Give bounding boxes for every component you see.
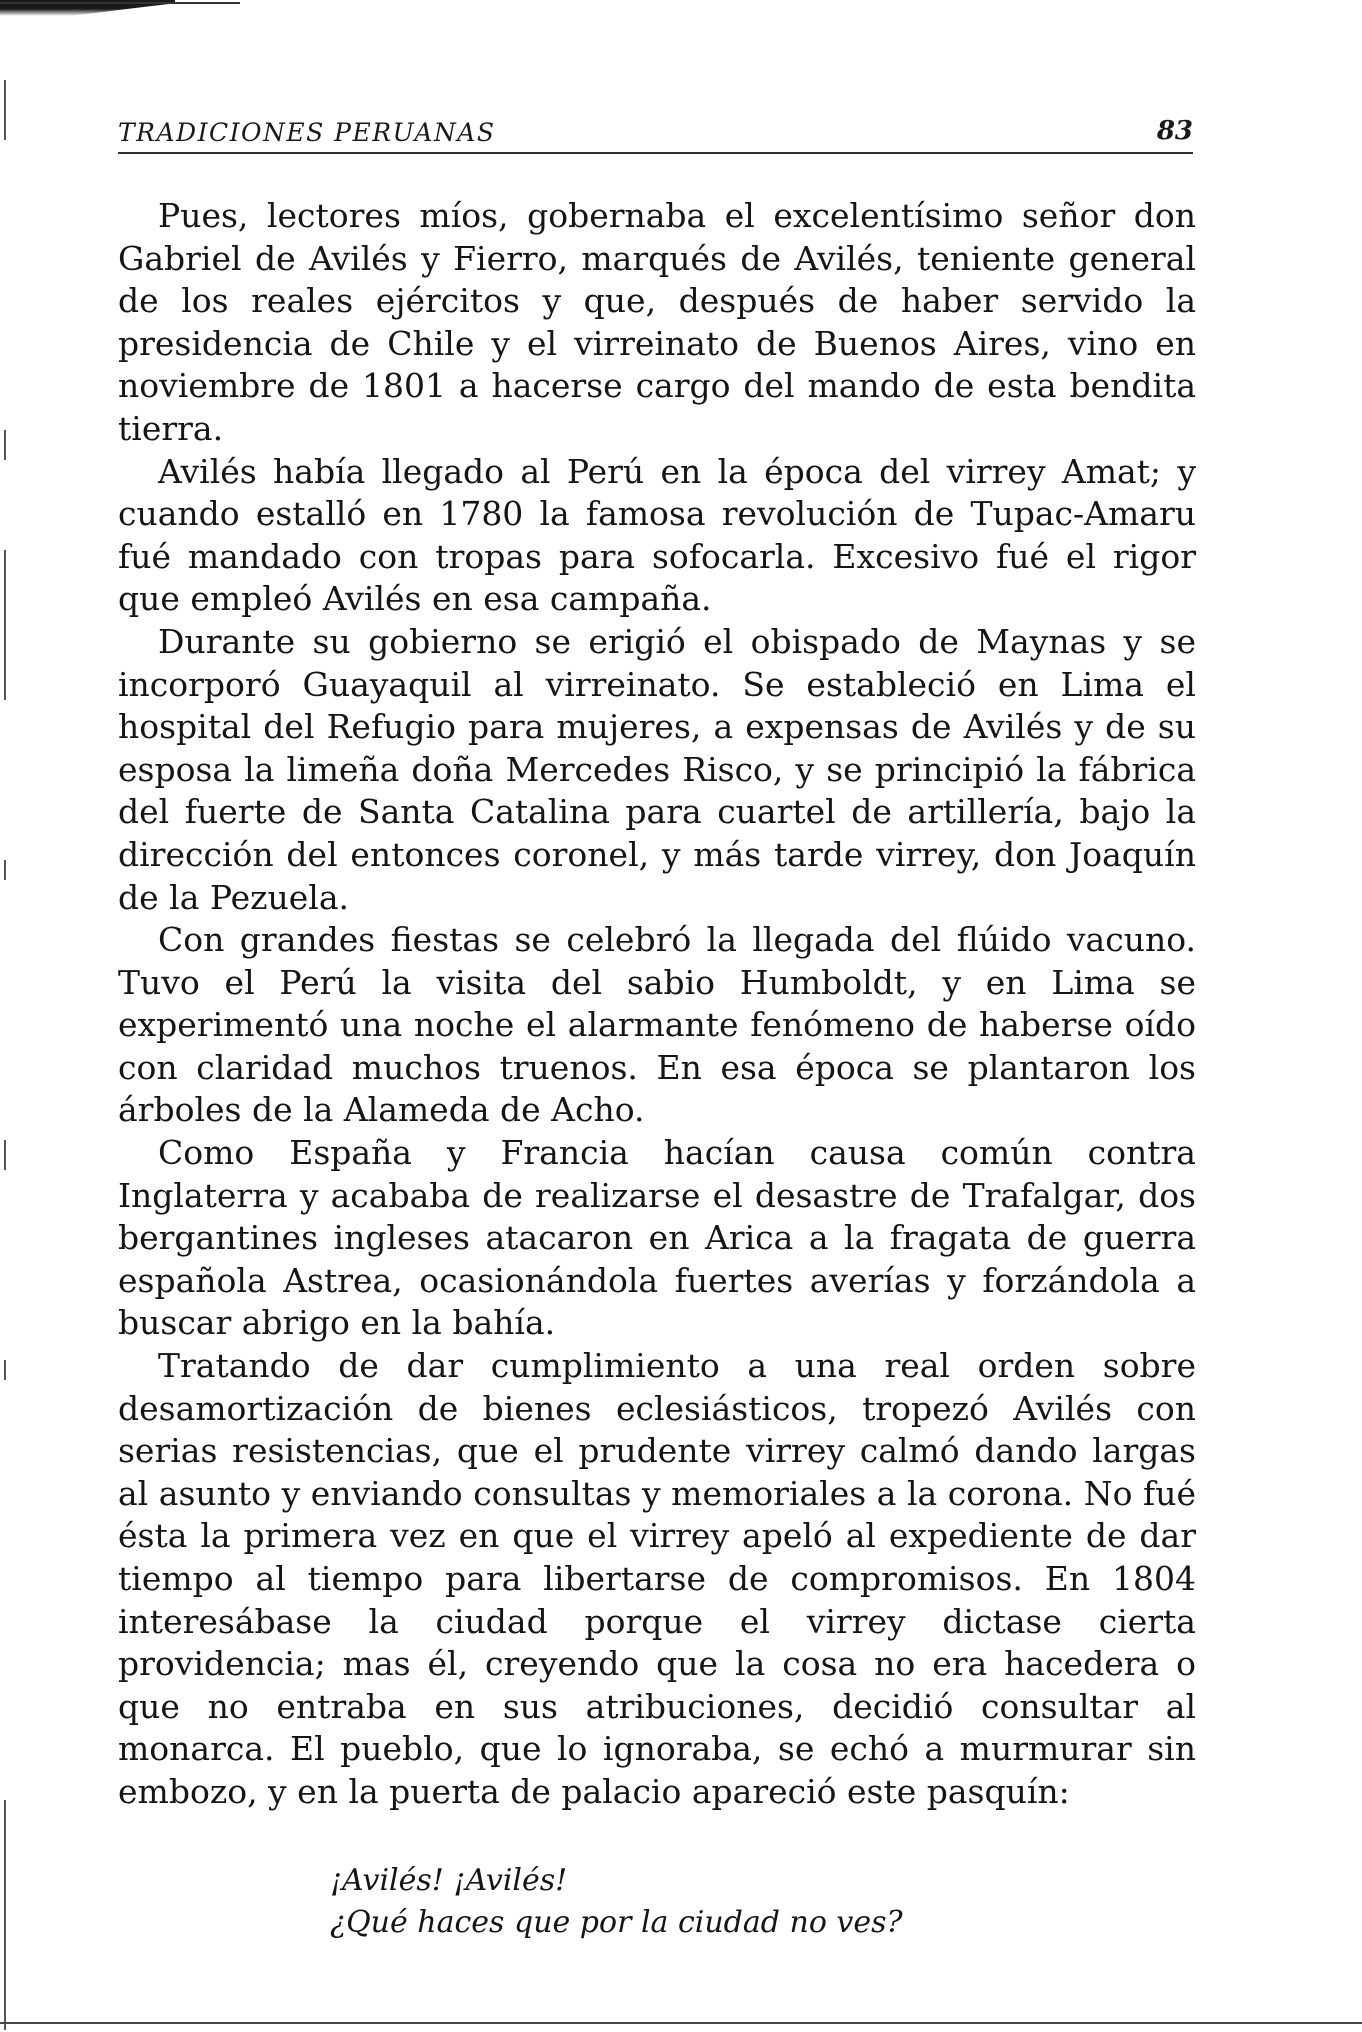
paragraph: Como España y Francia hacían causa común contra Inglaterra y acababa de realizarse el desastre de Trafalgar, dos bergantines ingleses atacaron en Arica a la fragata de guerra española Astrea, ocasionándola fuertes averías y forzándola a buscar abrigo en la bahía.: [118, 1133, 1196, 1343]
paragraph: Con grandes fiestas se celebró la llegada del flúido vacuno. Tuvo el Perú la visita del sabio Humboldt, y en Lima se experimentó una noche el alarmante fenómeno de haberse oído con claridad muchos truenos. En esa época se plantaron los árboles de la Alameda de Acho.: [118, 920, 1196, 1130]
verse-block: [330, 1860, 903, 1944]
paragraph: Pues, lectores míos, gobernaba el excelentísimo señor don Gabriel de Avilés y Fierro, marqués de Avilés, teniente general de los reales ejércitos y que, después de haber servido la presidencia de Chile y el virreinato de Buenos Aires, vino en noviembre de 1801 a hacerse cargo del mando de esta bendita tierra.: [118, 196, 1196, 448]
scan-edge-line: [0, 2, 240, 4]
body-text: [118, 195, 1196, 1814]
page-number: 83: [1156, 116, 1193, 146]
header-rule: [118, 152, 1193, 154]
scan-left-margin-marks: [4, 80, 10, 2030]
page-header: [118, 118, 1193, 158]
bottom-edge-line: [0, 2022, 1362, 2024]
paragraph: Avilés había llegado al Perú en la época del virrey Amat; y cuando estalló en 1780 la famosa revolución de Tupac-Amaru fué mandado con tropas para sofocarla. Excesivo fué el rigor que empleó Avilés en esa campaña.: [118, 451, 1196, 619]
verse-line: ¡Avilés! ¡Avilés!: [330, 1863, 568, 1898]
paragraph: Tratando de dar cumplimiento a una real orden sobre desamortización de bienes eclesiásticos, tropezó Avilés con serias resistencias, que el prudente virrey calmó dando largas al asunto y enviando consultas y memoriales a la corona. No fué ésta la primera vez en que el virrey apeló al expediente de dar tiempo al tiempo para libertarse de compromisos. En 1804 interesábase la ciudad porque el virrey dictase cierta providencia; mas él, creyendo que la cosa no era hacedera o que no entraba en sus atribuciones, decidió consultar al monarca. El pueblo, que lo ignoraba, se echó a murmurar sin embozo, y en la puerta de palacio apareció este pasquín:: [118, 1346, 1196, 1811]
running-head: TRADICIONES PERUANAS: [118, 118, 496, 147]
paragraph: Durante su gobierno se erigió el obispado de Maynas y se incorporó Guayaquil al virreinato. Se estableció en Lima el hospital del Refugio para mujeres, a expensas de Avilés y de su esposa la limeña doña Mercedes Risco, y se principió la fábrica del fuerte de Santa Catalina para cuartel de artillería, bajo la dirección del entonces coronel, y más tarde virrey, don Joaquín de la Pezuela.: [118, 621, 1196, 917]
verse-line: ¿Qué haces que por la ciudad no ves?: [330, 1905, 903, 1940]
